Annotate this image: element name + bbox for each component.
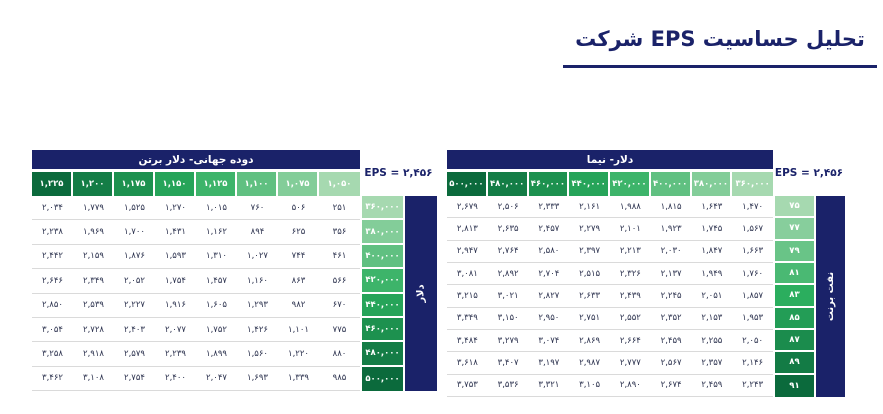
eps-value-cell: ۱,۴۵۷ (196, 269, 237, 293)
row-header-cell: ۴۴۰,۰۰۰ (360, 294, 405, 318)
eps-value-cell: ۲,۹۴۷ (447, 241, 488, 263)
eps-value-cell: ۱,۲۹۳ (237, 294, 278, 318)
eps-value-cell: ۱,۱۶۰ (237, 269, 278, 293)
eps-value-cell: ۲,۹۸۷ (569, 352, 610, 374)
column-header-cell: ۴۶۰,۰۰۰ (529, 172, 570, 196)
eps-value-cell: ۲,۱۳۷ (651, 263, 692, 285)
eps-value-cell: ۲,۱۵۹ (73, 245, 114, 269)
column-header-cell: ۳۸۰,۰۰۰ (692, 172, 733, 196)
eps-value-cell: ۲,۵۰۶ (488, 196, 529, 218)
column-header-cell: ۱,۲۲۵ (32, 172, 73, 196)
eps-value-cell: ۱,۶۴۳ (692, 196, 733, 218)
eps-value-cell: ۳۵۶ (319, 220, 360, 244)
eps-value-cell: ۲,۴۰۰ (155, 367, 196, 391)
eps-value-cell: ۲,۸۶۹ (569, 330, 610, 352)
eps-value-cell: ۲,۱۶۱ (569, 196, 610, 218)
eps-value-cell: ۳,۳۲۱ (529, 375, 570, 397)
eps-base-label: EPS = ۲,۴۵۶ (773, 150, 845, 196)
eps-value-cell: ۳,۳۴۹ (447, 308, 488, 330)
eps-value-cell: ۲,۴۴۲ (32, 245, 73, 269)
vertical-axis-label: دلار (415, 284, 427, 303)
eps-value-cell: ۲,۷۶۴ (488, 241, 529, 263)
title-underline (563, 65, 877, 68)
eps-value-cell: ۳,۰۵۴ (32, 318, 73, 342)
eps-value-cell: ۳,۱۰۸ (73, 367, 114, 391)
eps-value-cell: ۲,۲۲۷ (114, 294, 155, 318)
eps-value-cell: ۳,۲۵۸ (32, 342, 73, 366)
eps-value-cell: ۱,۹۵۳ (732, 308, 773, 330)
eps-value-cell: ۱,۷۶۰ (732, 263, 773, 285)
eps-value-cell: ۲,۲۴۵ (651, 285, 692, 307)
eps-value-cell: ۱,۳۱۰ (196, 245, 237, 269)
eps-value-cell: ۱,۹۴۹ (692, 263, 733, 285)
eps-value-cell: ۳,۴۸۴ (447, 330, 488, 352)
row-header-cell: ۳۶۰,۰۰۰ (360, 196, 405, 220)
eps-value-cell: ۲,۸۹۲ (488, 263, 529, 285)
row-header-cell: ۸۹ (773, 352, 816, 374)
eps-value-cell: ۱,۴۳۱ (155, 220, 196, 244)
sensitivity-table-carbon-black (32, 150, 437, 391)
eps-value-cell: ۲,۳۹۷ (569, 241, 610, 263)
eps-value-cell: ۳,۱۹۷ (529, 352, 570, 374)
eps-value-cell: ۸۹۴ (237, 220, 278, 244)
eps-value-cell: ۲,۰۵۰ (732, 330, 773, 352)
eps-value-cell: ۲,۴۳۹ (610, 285, 651, 307)
eps-value-cell: ۲,۲۵۵ (692, 330, 733, 352)
eps-value-cell: ۷۶۰ (237, 196, 278, 220)
eps-value-cell: ۲,۳۲۶ (610, 263, 651, 285)
eps-value-cell: ۱,۰۱۵ (196, 196, 237, 220)
eps-value-cell: ۲,۲۳۹ (155, 342, 196, 366)
row-header-cell: ۸۱ (773, 263, 816, 285)
column-header-cell: ۴۴۰,۰۰۰ (569, 172, 610, 196)
eps-value-cell: ۲,۸۱۳ (447, 218, 488, 240)
column-header-cell: ۴۲۰,۰۰۰ (610, 172, 651, 196)
eps-value-cell: ۲,۶۷۴ (651, 375, 692, 397)
row-header-cell: ۴۰۰,۰۰۰ (360, 245, 405, 269)
eps-value-cell: ۱,۸۷۶ (114, 245, 155, 269)
table-title: دلار- نیما (447, 150, 773, 169)
eps-value-cell: ۳,۲۱۵ (447, 285, 488, 307)
vertical-axis-label: نفت برنت (825, 271, 836, 322)
eps-value-cell: ۳,۴۶۲ (32, 367, 73, 391)
eps-value-cell: ۷۷۵ (319, 318, 360, 342)
eps-value-cell: ۱,۸۵۷ (732, 285, 773, 307)
eps-value-cell: ۶۷۰ (319, 294, 360, 318)
eps-value-cell: ۱,۵۶۷ (732, 218, 773, 240)
vertical-axis-band (405, 196, 437, 391)
eps-value-cell: ۳,۰۲۱ (488, 285, 529, 307)
eps-value-cell: ۳,۶۱۸ (447, 352, 488, 374)
eps-value-cell: ۱,۹۸۸ (610, 196, 651, 218)
column-header-cell: ۴۸۰,۰۰۰ (488, 172, 529, 196)
eps-value-cell: ۴۶۱ (319, 245, 360, 269)
eps-value-cell: ۲,۶۶۴ (610, 330, 651, 352)
eps-value-cell: ۳,۴۰۷ (488, 352, 529, 374)
eps-value-cell: ۲,۷۲۸ (73, 318, 114, 342)
eps-value-cell: ۱,۷۵۲ (196, 318, 237, 342)
eps-value-cell: ۲,۶۳۵ (488, 218, 529, 240)
eps-value-cell: ۱,۱۶۲ (196, 220, 237, 244)
row-header-cell: ۵۰۰,۰۰۰ (360, 367, 405, 391)
eps-value-cell: ۱,۱۰۱ (278, 318, 319, 342)
eps-value-cell: ۲,۴۵۷ (529, 218, 570, 240)
eps-value-cell: ۲,۴۵۹ (651, 330, 692, 352)
eps-value-cell: ۲,۷۵۴ (114, 367, 155, 391)
eps-value-cell: ۲,۳۵۷ (692, 352, 733, 374)
eps-value-cell: ۱,۳۳۹ (278, 367, 319, 391)
column-header-cell: ۱,۱۲۵ (196, 172, 237, 196)
eps-value-cell: ۲,۵۳۹ (73, 294, 114, 318)
column-header-cell: ۱,۲۰۰ (73, 172, 114, 196)
eps-value-cell: ۲,۶۷۹ (447, 196, 488, 218)
eps-value-cell: ۲,۴۵۹ (692, 375, 733, 397)
row-header-cell: ۴۶۰,۰۰۰ (360, 318, 405, 342)
eps-value-cell: ۱,۲۲۰ (278, 342, 319, 366)
eps-value-cell: ۱,۸۱۵ (651, 196, 692, 218)
eps-value-cell: ۲,۵۷۹ (114, 342, 155, 366)
eps-value-cell: ۲,۱۵۳ (692, 308, 733, 330)
eps-value-cell: ۲,۳۵۲ (651, 308, 692, 330)
eps-value-cell: ۱,۶۰۵ (196, 294, 237, 318)
eps-value-cell: ۲,۶۴۶ (32, 269, 73, 293)
column-header-cell: ۱,۱۰۰ (237, 172, 278, 196)
eps-value-cell: ۲,۵۸۰ (529, 241, 570, 263)
eps-value-cell: ۱,۵۲۵ (114, 196, 155, 220)
eps-value-cell: ۲,۹۱۸ (73, 342, 114, 366)
eps-value-cell: ۲,۲۴۳ (732, 375, 773, 397)
eps-value-cell: ۱,۸۴۷ (692, 241, 733, 263)
eps-value-cell: ۲,۶۳۳ (569, 285, 610, 307)
eps-value-cell: ۹۸۵ (319, 367, 360, 391)
eps-value-cell: ۲,۹۵۰ (529, 308, 570, 330)
eps-value-cell: ۱,۷۰۰ (114, 220, 155, 244)
eps-value-cell: ۷۴۴ (278, 245, 319, 269)
eps-value-cell: ۱,۴۲۶ (237, 318, 278, 342)
eps-value-cell: ۱,۷۴۵ (692, 218, 733, 240)
eps-value-cell: ۲,۰۴۷ (196, 367, 237, 391)
eps-value-cell: ۱,۰۲۷ (237, 245, 278, 269)
row-header-cell: ۷۵ (773, 196, 816, 218)
eps-value-cell: ۲,۸۹۰ (610, 375, 651, 397)
row-header-cell: ۴۸۰,۰۰۰ (360, 342, 405, 366)
eps-value-cell: ۱,۸۹۹ (196, 342, 237, 366)
eps-value-cell: ۲,۸۲۷ (529, 285, 570, 307)
eps-value-cell: ۲,۰۳۴ (32, 196, 73, 220)
eps-value-cell: ۲,۱۴۶ (732, 352, 773, 374)
page-title: تحلیل حساسیت EPS شرکت (575, 27, 865, 51)
eps-value-cell: ۳,۱۰۵ (569, 375, 610, 397)
column-header-cell: ۳۶۰,۰۰۰ (732, 172, 773, 196)
eps-value-cell: ۱,۷۵۴ (155, 269, 196, 293)
eps-value-cell: ۳,۰۸۱ (447, 263, 488, 285)
eps-value-cell: ۱,۵۶۰ (237, 342, 278, 366)
table-title: دوده جهانی- دلار برتن (32, 150, 360, 169)
eps-value-cell: ۵۶۶ (319, 269, 360, 293)
eps-value-cell: ۱,۹۱۶ (155, 294, 196, 318)
eps-value-cell: ۲,۳۳۳ (529, 196, 570, 218)
eps-value-cell: ۱,۲۷۰ (155, 196, 196, 220)
eps-value-cell: ۱,۹۶۹ (73, 220, 114, 244)
eps-value-cell: ۱,۷۷۹ (73, 196, 114, 220)
vertical-axis-band (816, 196, 845, 397)
eps-value-cell: ۳,۰۷۴ (529, 330, 570, 352)
eps-value-cell: ۱,۹۲۳ (651, 218, 692, 240)
eps-value-cell: ۳,۲۷۹ (488, 330, 529, 352)
row-header-cell: ۷۹ (773, 241, 816, 263)
eps-value-cell: ۵۰۶ (278, 196, 319, 220)
sensitivity-table-usd-nima (447, 150, 845, 397)
eps-value-cell: ۲,۲۱۳ (610, 241, 651, 263)
eps-value-cell: ۲۵۱ (319, 196, 360, 220)
eps-value-cell: ۱,۵۹۳ (155, 245, 196, 269)
eps-value-cell: ۲,۷۷۷ (610, 352, 651, 374)
page-title-block (563, 26, 877, 68)
eps-value-cell: ۲,۰۵۲ (114, 269, 155, 293)
eps-value-cell: ۲,۱۰۱ (610, 218, 651, 240)
eps-base-label: EPS = ۲,۴۵۶ (360, 150, 437, 196)
column-header-cell: ۱,۱۵۰ (155, 172, 196, 196)
row-header-cell: ۹۱ (773, 375, 816, 397)
eps-value-cell: ۸۶۳ (278, 269, 319, 293)
column-header-cell: ۱,۱۷۵ (114, 172, 155, 196)
eps-value-cell: ۲,۰۳۰ (651, 241, 692, 263)
eps-value-cell: ۱,۴۷۰ (732, 196, 773, 218)
eps-value-cell: ۲,۵۵۲ (610, 308, 651, 330)
column-header-cell: ۴۰۰,۰۰۰ (651, 172, 692, 196)
column-header-cell: ۵۰۰,۰۰۰ (447, 172, 488, 196)
eps-value-cell: ۲,۷۰۴ (529, 263, 570, 285)
column-header-cell: ۱,۰۷۵ (278, 172, 319, 196)
row-header-cell: ۳۸۰,۰۰۰ (360, 220, 405, 244)
eps-value-cell: ۹۸۲ (278, 294, 319, 318)
eps-value-cell: ۲,۲۷۹ (569, 218, 610, 240)
eps-value-cell: ۲,۲۳۸ (32, 220, 73, 244)
row-header-cell: ۸۳ (773, 285, 816, 307)
column-header-cell: ۱,۰۵۰ (319, 172, 360, 196)
eps-value-cell: ۲,۷۵۱ (569, 308, 610, 330)
eps-value-cell: ۲,۰۷۷ (155, 318, 196, 342)
eps-value-cell: ۱,۶۶۳ (732, 241, 773, 263)
row-header-cell: ۴۲۰,۰۰۰ (360, 269, 405, 293)
eps-value-cell: ۳,۷۵۳ (447, 375, 488, 397)
eps-value-cell: ۸۸۰ (319, 342, 360, 366)
eps-value-cell: ۳,۵۳۶ (488, 375, 529, 397)
eps-value-cell: ۲,۰۵۱ (692, 285, 733, 307)
row-header-cell: ۸۷ (773, 330, 816, 352)
eps-value-cell: ۲,۸۵۰ (32, 294, 73, 318)
row-header-cell: ۸۵ (773, 308, 816, 330)
row-header-cell: ۷۷ (773, 218, 816, 240)
eps-value-cell: ۲,۵۱۵ (569, 263, 610, 285)
eps-value-cell: ۲,۴۰۳ (114, 318, 155, 342)
eps-value-cell: ۳,۱۵۰ (488, 308, 529, 330)
eps-value-cell: ۲,۳۴۹ (73, 269, 114, 293)
eps-value-cell: ۱,۶۹۳ (237, 367, 278, 391)
eps-value-cell: ۶۲۵ (278, 220, 319, 244)
eps-value-cell: ۲,۵۶۷ (651, 352, 692, 374)
